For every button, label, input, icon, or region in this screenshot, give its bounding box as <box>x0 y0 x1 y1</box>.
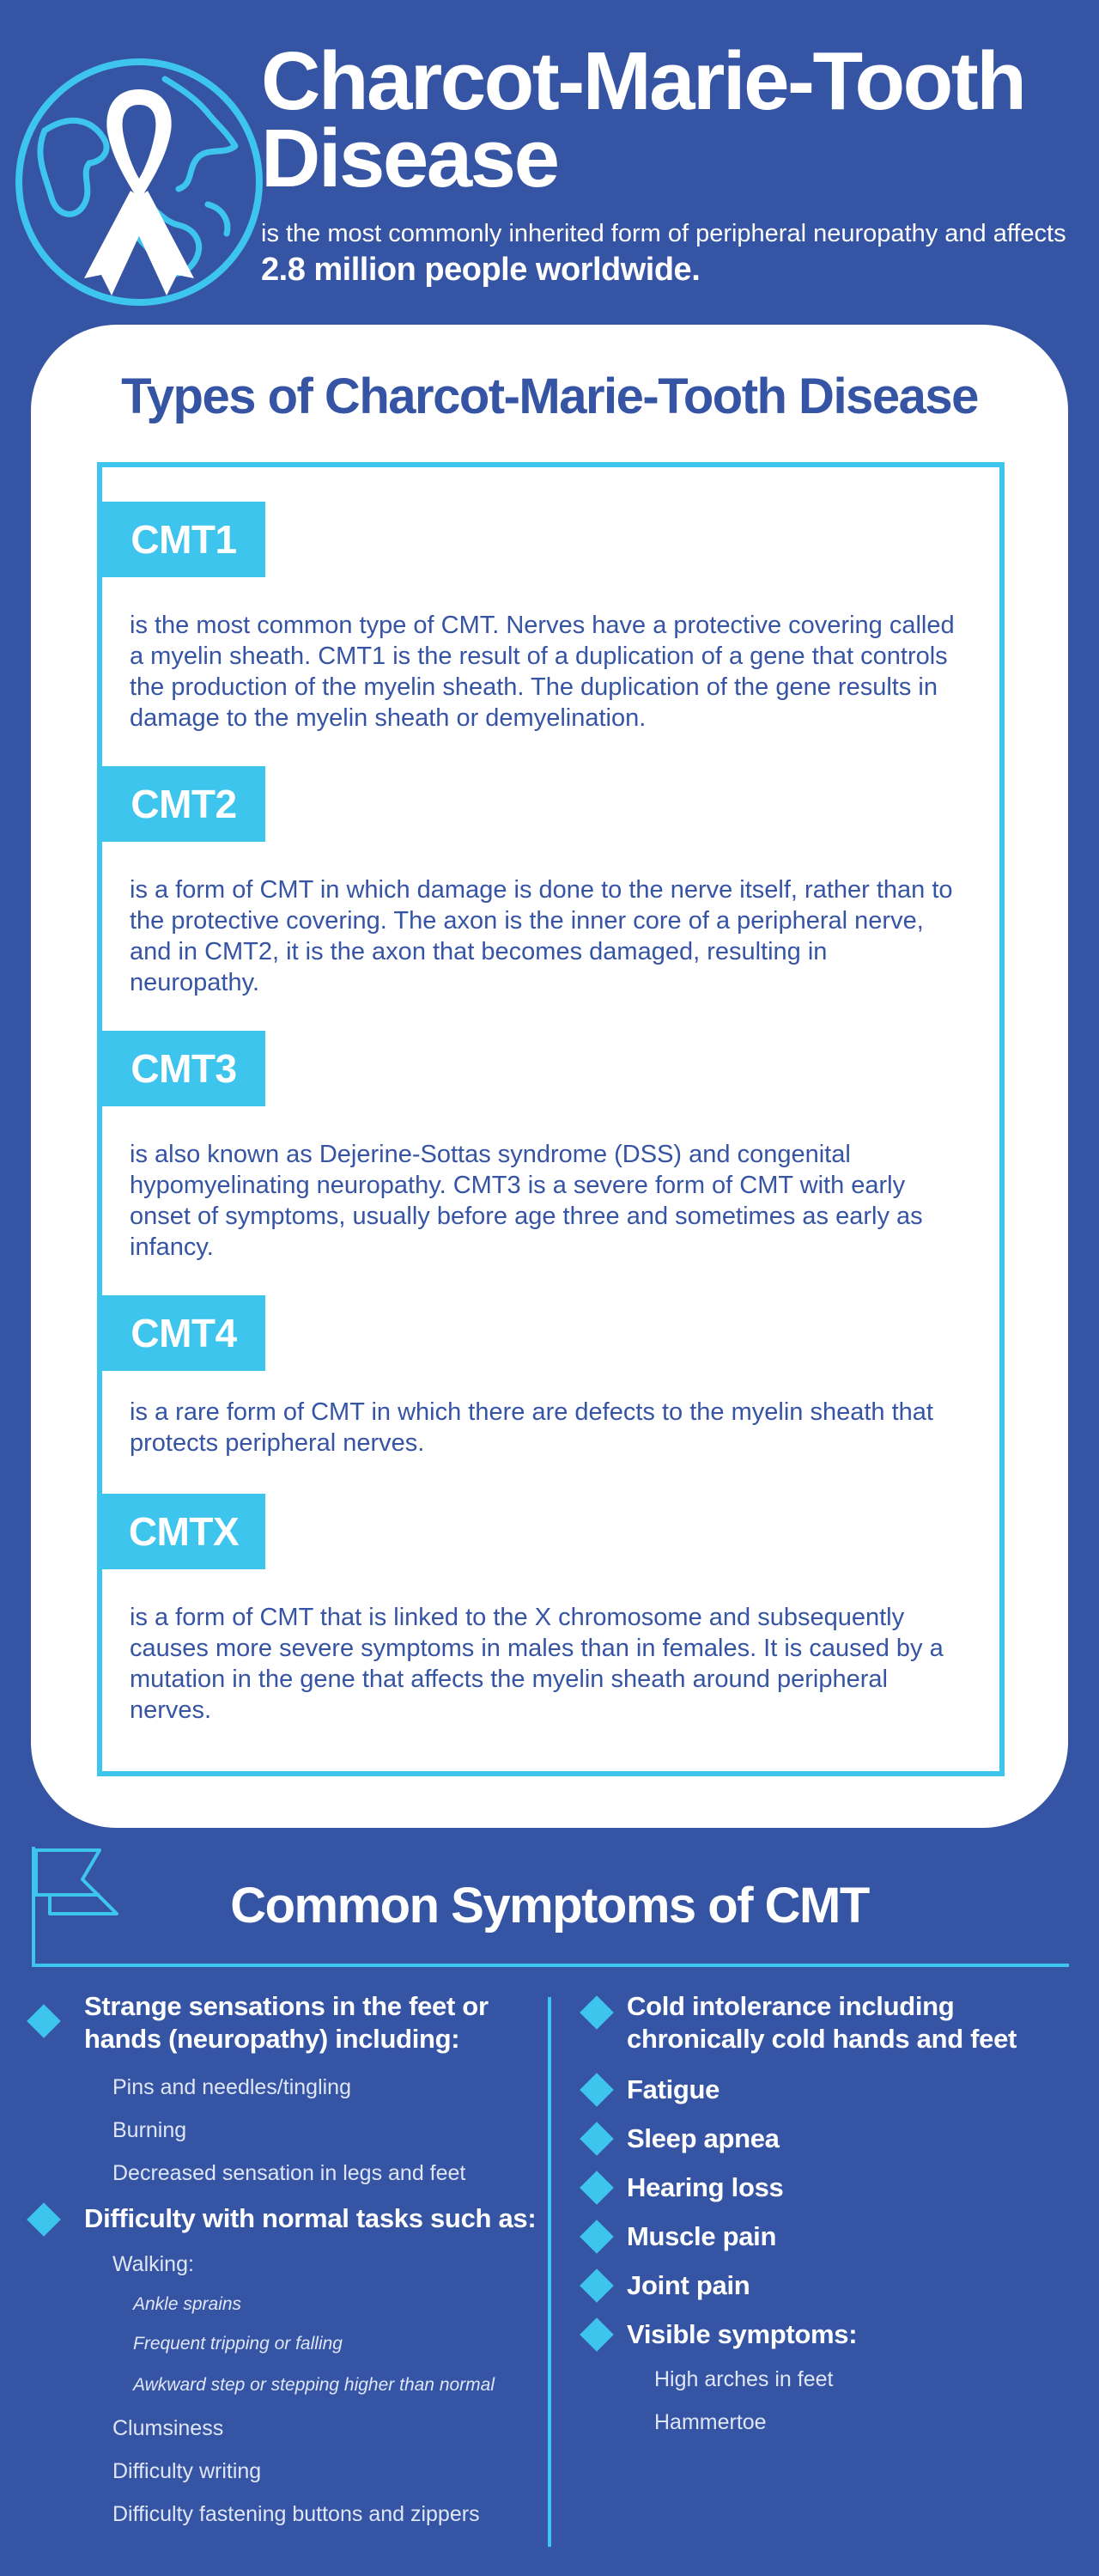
column-divider <box>548 1997 551 2547</box>
symptom-subitem: Frequent tripping or falling <box>133 2334 343 2354</box>
diamond-bullet-icon <box>27 2202 61 2237</box>
symptoms-divider-horizontal <box>32 1964 1069 1967</box>
symptoms-title: Common Symptoms of CMT <box>230 1878 869 1934</box>
type-badge: CMT4 <box>102 1295 265 1371</box>
symptom-subitem: Awkward step or stepping higher than normal <box>133 2375 495 2395</box>
type-description: is a form of CMT that is linked to the X chromosome and subsequently causes more severe symptoms in males than in females. It is caused by a mutation in the gene that affects the myelin sheath around peripheral nerves. <box>130 1604 944 1724</box>
type-description: is also known as Dejerine-Sottas syndrome (DSS) and congenital hypomyelinating neuropathy. CMT3 is a severe form of CMT with early onset of symptoms, usually before age three and sometimes as early as infancy. <box>130 1141 923 1261</box>
title-line-1: Charcot-Marie-Tooth <box>261 35 1025 127</box>
diamond-bullet-icon <box>580 2122 614 2156</box>
diamond-bullet-icon <box>580 2171 614 2205</box>
symptom-heading: Difficulty with normal tasks such as: <box>84 2203 537 2233</box>
diamond-bullet-icon <box>580 2317 614 2352</box>
title-line-2: Disease <box>261 113 558 204</box>
symptom-item: Difficulty fastening buttons and zippers <box>112 2502 480 2526</box>
types-card <box>31 325 1068 1828</box>
symptom-item: Burning <box>112 2118 187 2142</box>
symptom-heading: Joint pain <box>627 2270 750 2300</box>
diamond-bullet-icon <box>580 2268 614 2303</box>
type-badge: CMT2 <box>102 766 265 842</box>
symptom-item: High arches in feet <box>654 2367 834 2391</box>
symptom-heading: Muscle pain <box>627 2221 777 2251</box>
subtitle-highlight: 2.8 million people worldwide. <box>261 252 701 288</box>
type-badge: CMTX <box>102 1494 265 1569</box>
symptom-subitem: Ankle sprains <box>133 2294 242 2314</box>
symptom-item: Clumsiness <box>112 2416 224 2440</box>
symptom-heading: Visible symptoms: <box>627 2319 858 2349</box>
type-description: is a form of CMT in which damage is done to the nerve itself, rather than to the protective covering. The axon is the inner core of a peripheral nerve, and in CMT2, it is the axon that becomes damaged, resulting in neuropathy. <box>130 876 953 996</box>
symptom-heading: Strange sensations in the feet or hands (neuropathy) including: <box>84 1991 489 2054</box>
symptom-item: Hammertoe <box>654 2410 767 2434</box>
symptom-item: Pins and needles/tingling <box>112 2075 351 2099</box>
symptom-heading: Sleep apnea <box>627 2123 780 2153</box>
awareness-ribbon-globe-icon <box>10 53 268 311</box>
symptom-heading: Cold intolerance including chronically cold hands and feet <box>627 1991 1017 2054</box>
diamond-bullet-icon <box>580 2220 614 2254</box>
type-badge: CMT3 <box>102 1031 265 1106</box>
type-badge: CMT1 <box>102 502 265 577</box>
subtitle: is the most commonly inherited form of peripheral neuropathy and affects <box>261 220 1066 247</box>
symptom-item: Decreased sensation in legs and feet <box>112 2161 466 2185</box>
symptom-item: Difficulty writing <box>112 2459 262 2483</box>
type-description: is a rare form of CMT in which there are defects to the myelin sheath that protects peripheral nerves. <box>130 1398 933 1457</box>
type-description: is the most common type of CMT. Nerves have a protective covering called a myelin sheath. CMT1 is the result of a duplication of a gene that controls the production of the myelin sheath. The duplication of the gene results in damage to the myelin sheath or demyelination. <box>130 612 955 732</box>
types-frame <box>97 462 1005 1776</box>
diamond-bullet-icon <box>580 2073 614 2107</box>
symptom-heading: Fatigue <box>627 2074 720 2104</box>
page-title <box>261 35 1085 204</box>
symptom-heading: Hearing loss <box>627 2172 784 2202</box>
diamond-bullet-icon <box>580 1995 614 2030</box>
symptom-item: Walking: <box>112 2252 194 2276</box>
diamond-bullet-icon <box>27 2004 61 2038</box>
header <box>0 0 1099 318</box>
types-title: Types of Charcot-Marie-Tooth Disease <box>121 368 978 424</box>
